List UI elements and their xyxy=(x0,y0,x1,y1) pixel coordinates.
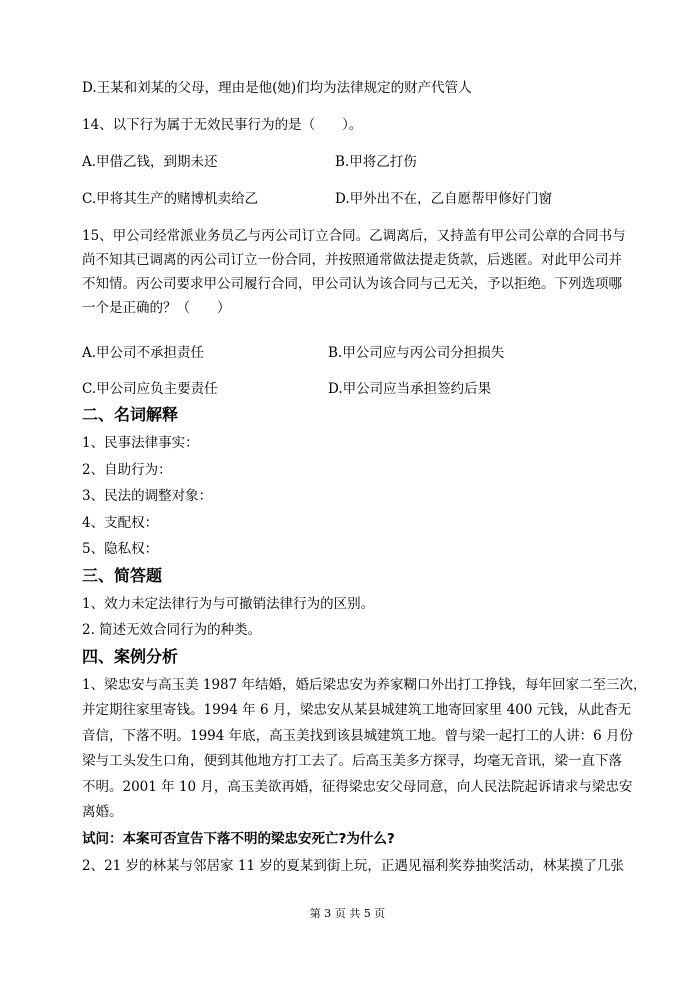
case2-line: 2、21 岁的林某与邻居家 11 岁的夏某到街上玩，正遇见福利奖券抽奖活动，林某摸了几张 xyxy=(82,858,624,874)
q15-option-d: D.甲公司应当承担签约后果 xyxy=(328,381,492,397)
short-answer-item: 2. 简述无效合同行为的种类。 xyxy=(82,622,262,638)
page-number-footer: 第 3 页 共 5 页 xyxy=(309,907,386,920)
term-item: 1、民事法律事实： xyxy=(82,435,199,451)
case1-line: 不明。2001 年 10 月，高玉美欲再婚，征得梁忠安父母同意，向人民法院起诉请求与梁忠安 xyxy=(82,779,633,795)
term-item: 5、隐私权： xyxy=(82,541,159,557)
q15-option-c: C.甲公司应负主要责任 xyxy=(82,381,218,397)
q15-stem-line: 一个是正确的？（ ） xyxy=(82,300,231,316)
q14-stem: 14、以下行为属于无效民事行为的是（ ）。 xyxy=(82,117,363,133)
q15-option-a: A.甲公司不承担责任 xyxy=(82,345,205,361)
q14-option-b: B.甲将乙打伤 xyxy=(335,154,417,170)
term-item: 3、民法的调整对象： xyxy=(82,488,213,504)
q14-option-a: A.甲借乙钱，到期未还 xyxy=(82,154,218,170)
case1-line: 梁与工头发生口角，便到其他地方打工去了。后高玉美多方探寻，均毫无音讯，梁一直下落 xyxy=(82,753,622,769)
case1-line: 音信，下落不明。1994 年底，高玉美找到该县城建筑工地。曾与梁一起打工的人讲：6 月份 xyxy=(82,728,634,744)
term-item: 4、支配权： xyxy=(82,515,159,531)
term-item: 2、自助行为： xyxy=(82,462,172,478)
case1-line: 1、梁忠安与高玉美 1987 年结婚，婚后梁忠安为养家糊口外出打工挣钱，每年回家二至三次， xyxy=(82,677,647,693)
section3-title: 三、简答题 xyxy=(82,566,163,585)
q15-stem-line: 尚不知其已调离的丙公司订立一份合同，并按照通常做法提走货款，后逃匿。对此甲公司并 xyxy=(82,252,622,268)
case1-line: 离婚。 xyxy=(82,804,123,820)
q15-stem-line: 不知情。丙公司要求甲公司履行合同，甲公司认为该合同与己无关，予以拒绝。下列选项哪 xyxy=(82,276,622,292)
q14-option-c: C.甲将其生产的赌博机卖给乙 xyxy=(82,191,259,207)
q13-option-d: D.王某和刘某的父母，理由是他(她)们均为法律规定的财产代管人 xyxy=(82,80,472,96)
short-answer-item: 1、效力未定法律行为与可撤销法律行为的区别。 xyxy=(82,596,375,612)
q15-stem-line: 15、甲公司经常派业务员乙与丙公司订立合同。乙调离后，又持盖有甲公司公章的合同书与 xyxy=(82,228,626,244)
section4-title: 四、案例分析 xyxy=(82,647,179,666)
case1-question: 试问：本案可否宣告下落不明的梁忠安死亡?为什么? xyxy=(82,831,395,847)
section2-title: 二、名词解释 xyxy=(82,405,179,424)
case1-line: 并定期往家里寄钱。1994 年 6 月，梁忠安从某县城建筑工地寄回家里 400 元钱，从此杳无 xyxy=(82,702,632,718)
q14-option-d: D.甲外出不在，乙自愿帮甲修好门窗 xyxy=(335,191,553,207)
q15-option-b: B.甲公司应与丙公司分担损失 xyxy=(328,345,505,361)
